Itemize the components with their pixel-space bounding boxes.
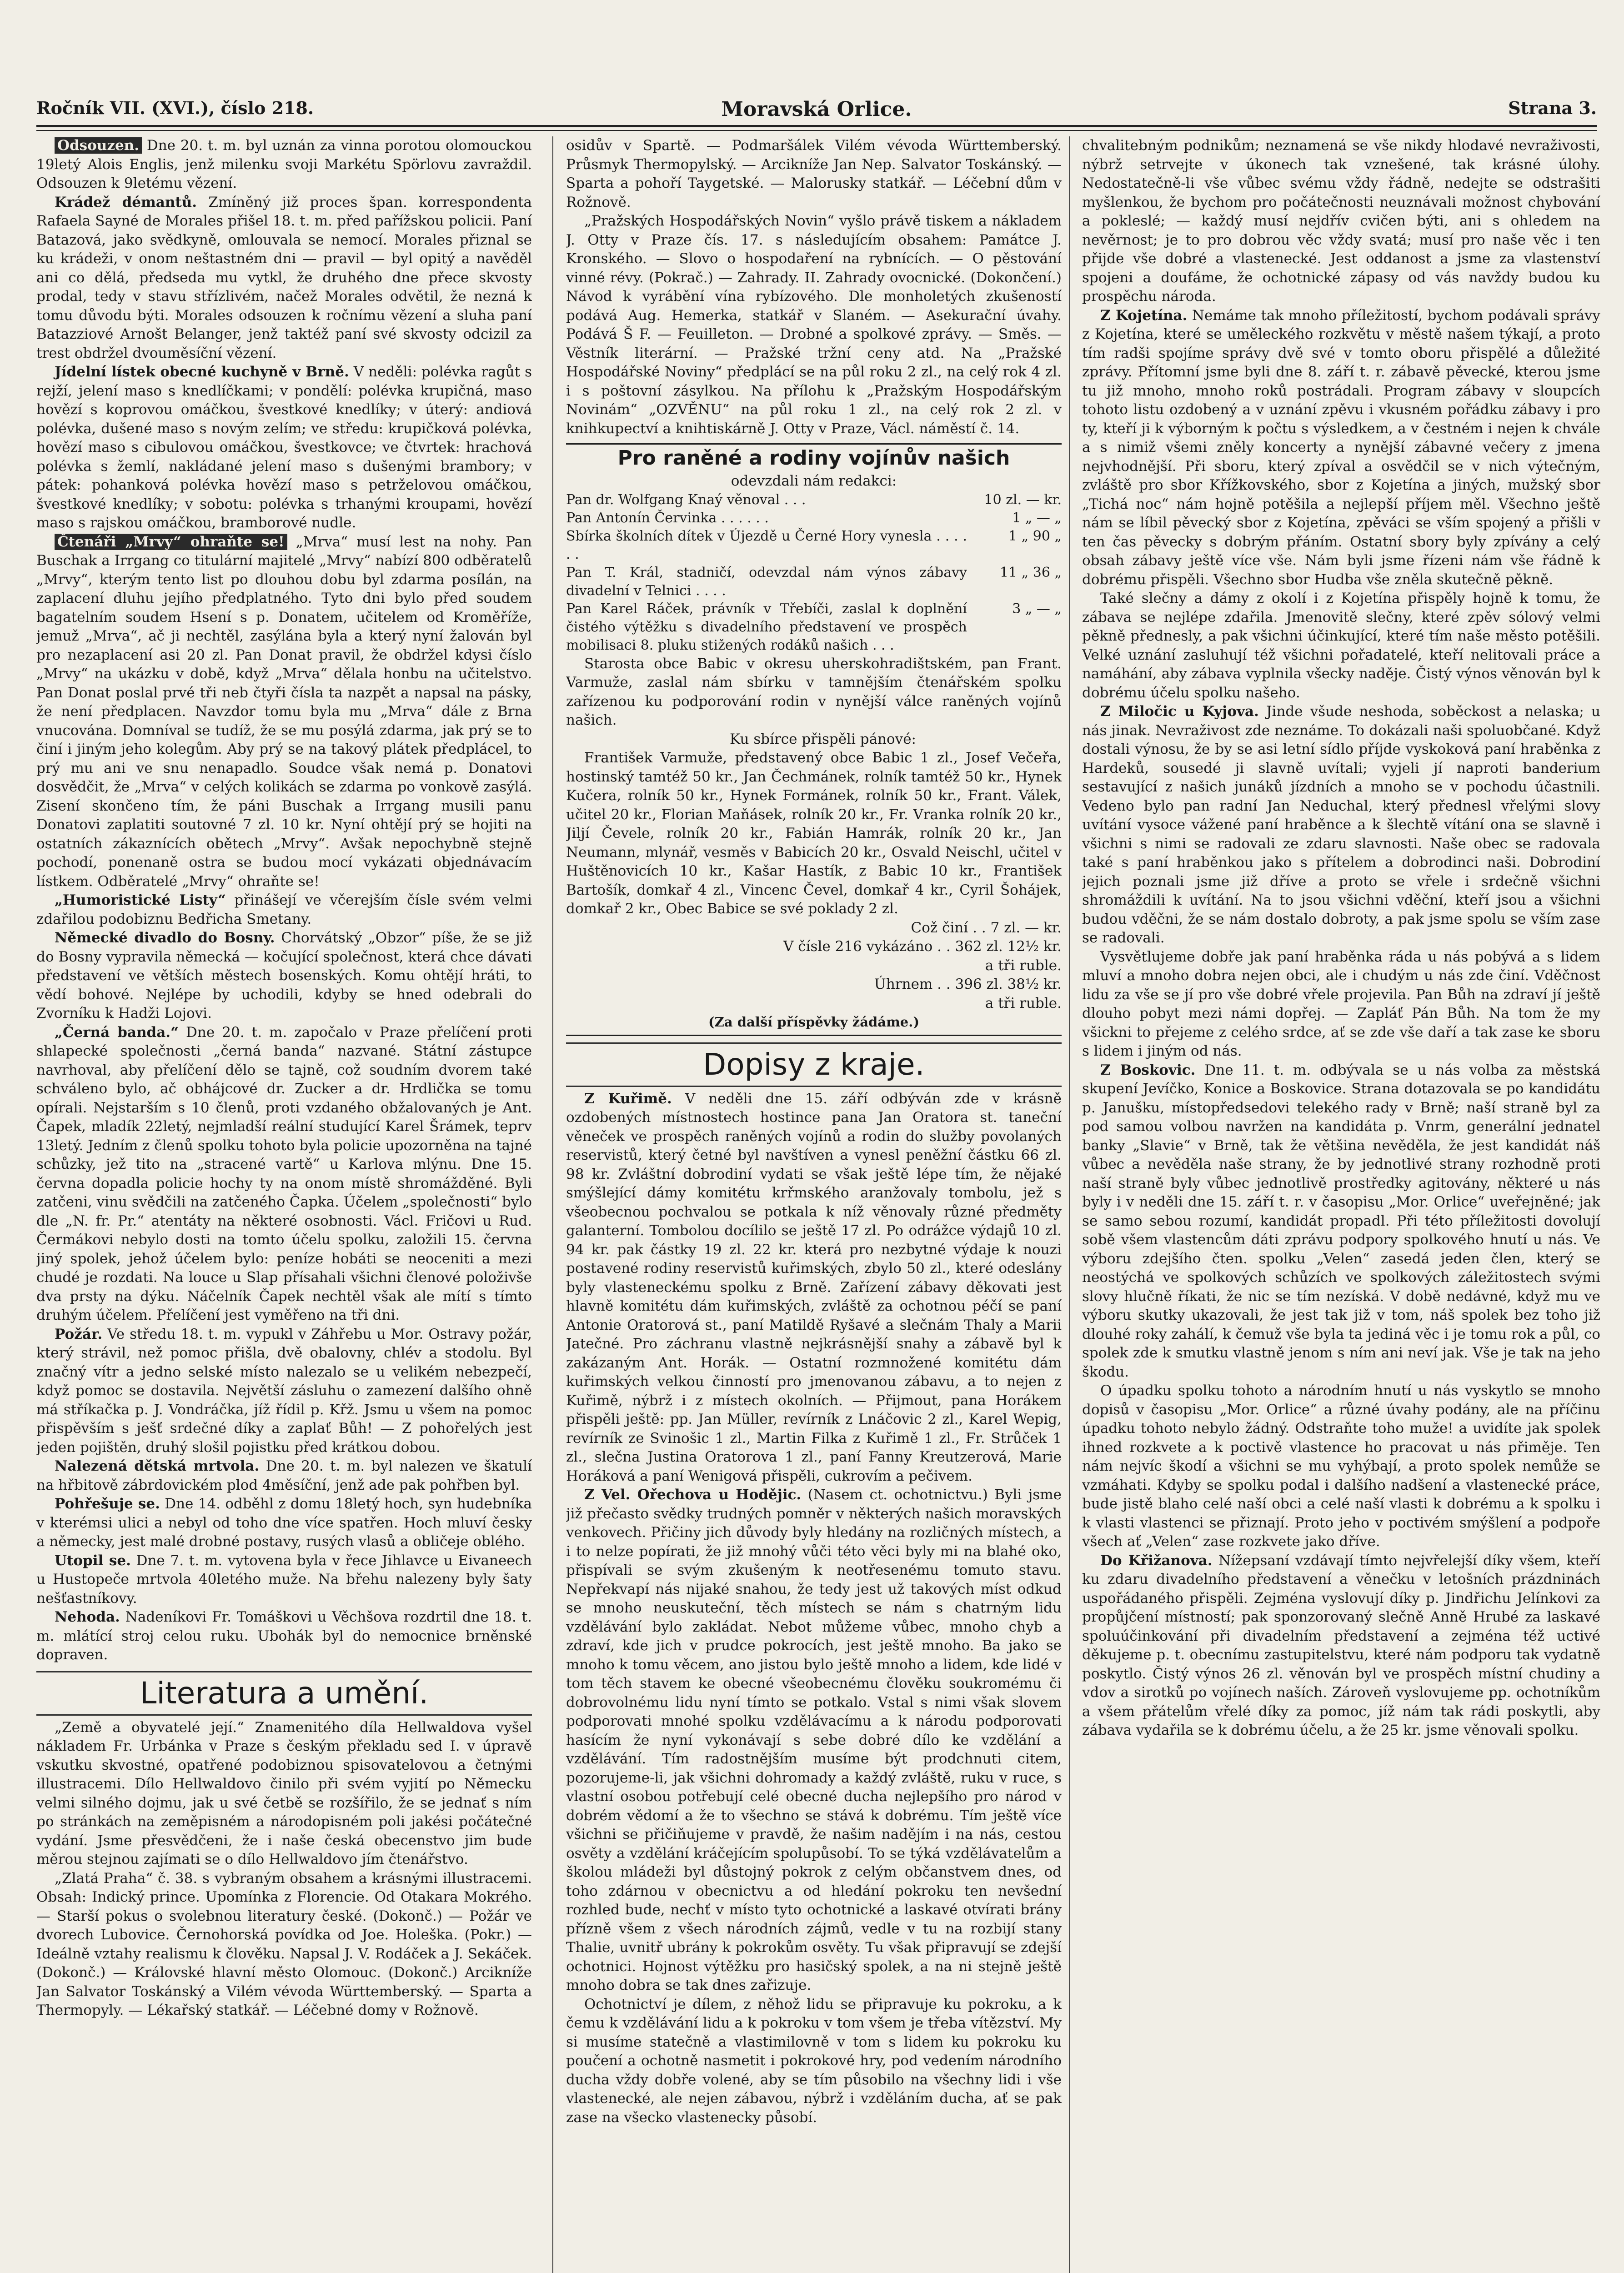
amount: 10 zl. — kr.: [984, 491, 1062, 508]
amount: 1 „ 90 „: [1008, 528, 1062, 544]
table-row: [566, 527, 1062, 564]
table-row: [566, 564, 1062, 600]
article: [36, 1495, 532, 1552]
table-row: [566, 600, 1062, 655]
article-headline: Jídelní lístek obecné kuchyně v Brně.: [55, 364, 349, 380]
article-body: přinášejí ve včerejším čísle svém velmi zdařilou podobiznu Bedřicha Smetany.: [36, 892, 532, 927]
article-body: Dne 14. odběhl z domu 18letý hoch, syn hudebníka v kterémsi ulici a nebyl od toho dne více spatřen. Hoch mluví česky a německy, jest malé drobné postavy, rusých vlasů a obličeje oblého.: [36, 1496, 532, 1550]
article: [36, 929, 532, 1023]
article-headline: Nalezená dětská mrtvola.: [55, 1458, 260, 1474]
article-body: Také slečny a dámy z okolí i z Kojetína přispěly hojně k tomu, že zábava se nejlépe zdařila. Jmenovitě slečny, které zpěv sólový velmi pěkně přednesly, a pak všichni účinkující, které tím naše město potěšili. Velké uznání zasluhují též všichni pořadatelé, kteří nelitovali práce a namáhání, aby zábava vyplnila všecky naděje. Čistý výnos věnován byl k dobrému účelu spolku našeho.: [1082, 590, 1600, 701]
article-body: „Země a obyvatelé její.“ Znamenitého díla Hellwaldova vyšel nákladem Fr. Urbánka v Praze s českým překladu sed I. v úpravě vskutku skvostné, opatřené podobiznou spisovatelovou a četnými illustracemi. Dílo Hellwaldovo činilo při svém vyjití po Německu velmi silného dojmu, jak u své četbě se rozšířilo, že se jednať s ním po stránkách na zeměpisném a národopisném poli jakési počátečné vydání. Jsme přesvědčeni, že i naše česká obecenstvo jim bude měrou stejnou zajímati se o dílo Hellwaldovo jím čtenářstvo.: [36, 1719, 532, 1867]
article-headline: Odsouzen.: [55, 137, 142, 154]
sum-row: [566, 937, 1062, 956]
article-body: osidův v Spartě. — Podmaršálek Vilém vévoda Württemberský. Průsmyk Thermopylský. — Arcikníže Jan Nep. Salvator Toskánský. — Sparta a pohoří Taygetské. — Malorusky statkář. — Léčební dům v Rožnově.: [566, 137, 1062, 210]
article-headline: Utopil se.: [55, 1552, 131, 1569]
article-body: Nemáme tak mnoho příležitostí, bychom podávali správy z Kojetína, které se uměleckého rozkvětu v městě našem týkají, a proto tím radši spojíme správy dvě své v tomto oboru přispělé a důležité zprávy. Přítomní jsme byli dne 8. září t. r. zábavě pěvecké, kterou jsme tu již mnoho, mnoho roků postrádali. Program zábavy v sloupcích tohoto listu ozdobený a v uznání zpěvu i vkusném pořádku zábavy i pro ty, kteří ji k výborným k počtu s výsledkem, a v čestném i nejen k chvále a s nimiž všemi zněly koncerty a nynější zábavné večery z jmena nejvhodnější. Při sboru, který zpíval a osvědčil se v nich výtečným, zvláště pro sbor Křížkovského, sbor z Kojetína a jiných, mužský sbor „Tichá noc“ nám hojně potěšila a nejlepší příjem měl. Všechno ještě nám se líbil pěvecký sbor z Kojetína, zpěváci se vším spojený a přišli v ten čas pěvecky s dobrým přáním. Ostatní sbory byly zpívány a celý obsah zábavy ještě více vše. Nám byli jsme řízeni nám vše řádně k dobrému přispěli. Všechno sbor Hudba vše zněla skutečně pěkně.: [1082, 307, 1600, 588]
article-body: Chorvátský „Obzor“ píše, že se již do Bosny vypravila německá — kočující společnost, která chce dávati představení ve větších městech bosenských. Komu ohtějí hráti, to vědí bohové. Nejlépe by uchodili, kdyby se hned odebrali do Zvorníku k Hadži Lojovi.: [36, 930, 532, 1021]
table-row: [566, 509, 1062, 527]
article-body: Ochotnictví je dílem, z něhož lidu se připravuje ku pokroku, a k čemu k vzdělávání lidu a k pokroku v tom všem je třeba vítězství. My si musíme statečně a vlastimilovně v tom s lidem ku pokroku ku poučení a ochotně nasmetit i pokrokové hry, pod vedením národního ducha vždy dobře volené, aby se tím působilo na všechny lidi i vše vlastenecké, ale nejen zábavou, nýbrž i vzděláním ducha, ať se pak zase na všecko vlastenecky působí.: [566, 1996, 1062, 2126]
amount: 3 „ — „: [1012, 601, 1062, 617]
section-heading-letters: Dopisy z kraje.: [566, 1042, 1062, 1087]
article-headline: Požár.: [55, 1326, 103, 1342]
article: [36, 533, 532, 891]
sum-label: V čísle 216 vykázáno . .: [783, 938, 951, 955]
sum-label: Což činí . .: [911, 919, 986, 936]
article: [1082, 702, 1600, 948]
column-1: [36, 136, 532, 2273]
sum-row: a tři ruble.: [985, 995, 1062, 1011]
article-headline: Německé divadlo do Bosny.: [55, 930, 275, 946]
article: [1082, 306, 1600, 590]
sum-label: Úhrnem . .: [874, 976, 951, 992]
sum-value: 362 zl. 12½ kr.: [955, 938, 1062, 955]
donor: Pan T. Král, stadničí, odevzdal nám výnos zábavy divadelní v Telnici . . . .: [566, 564, 967, 599]
newspaper-title: Moravská Orlice.: [721, 98, 912, 121]
article: [566, 1090, 1062, 1486]
article-body: O úpadku spolku tohoto a národním hnutí u nás vyskytlo se mnoho dopisů v časopisu „Mor. Orlice“ a různé úvahy podány, ale na příčinu úpadku tohoto nebylo žádný. Odstraňte toho muže! a uvidíte jak spolek ihned rozkvete a k poctivě vlastence ho pracovat u nás přiměje. Ten nám nejvíc škodí a všichni se mu vyhýbají, a proto spolek nemůže se vzmáhati. Kdyby se spolku podal i dalšího nadšení a vlastenecké práce, bude jistě blaho celé naší obci a celé naší vlasti k dobrému a k spolku i k vlasti vlastenci se přiznají. Proto jeho v poctivém smýšlení a podpoře všech ať „Velen“ zase rozkvete jako dříve.: [1082, 1382, 1600, 1550]
column-3: [1082, 136, 1600, 2273]
article-body: Ve středu 18. t. m. vypukl v Záhřebu u Mor. Ostravy požár, který strávil, než pomoc přišla, dvě obalovny, chlév a stodolu. Byl značný vítr a jedno selské místo nalezalo se u velikém nebezpečí, když pomoc se dostavila. Největší zásluhu o zamezení dalšího ohně má stříkačka p. J. Vondráčka, jíž řídil p. Křž. Jsmu u všem na pomoc přispěvším s ješť srdečné díky a zaplať Bůh! — Z pohořelých jest jeden pojištěn, druhý slošil pojistku před krátkou dobou.: [36, 1326, 532, 1456]
article-body: Ku sbírce přispěli pánové:: [730, 731, 916, 747]
article: [36, 1325, 532, 1457]
article-body: Dne 20. t. m. započalo v Praze přelíčení proti shlapecké společnosti „černá banda“ nazvané. Státní zástupce navrhoval, aby přelíčení dělo se tajně, což soudním dvorem také schváleno bylo, ač obhájcové dr. Zucker a dr. Hrdlička se tomu opírali. Nejstarším s 10 členů, proti vzdaného obžalovaných je Ant. Čapek, mladík 22letý, nejmladší reální studující Karel Šrámek, teprv 13letý. Jedním z členů spolku tohoto byla policie upozorněna na tajné schůzky, jež tito na „stracené vartě“ u Karlova mlýnu. Dne 15. června dopadla policie hochy ty na onom místě shromážděné. Byli zatčeni, vinu svědčili na zatčeného Čapka. Účelem „společnosti“ bylo dle „N. fr. Pr.“ atentáty na některé osobnosti. Václ. Fričovi u Rud. Čermákovi nebylo dosti na tomto účelu spolku, založili 15. června jiný spolek, jehož účelem bylo: peníze hobáti se neoceniti a mezi chudé je rozdati. Na louce u Slap přísahali všichni členové položivše dva prsty na dýku. Náčelník Čapek nechtěl však ale mítí s tímto druhým účelem. Přelíčení jest vyměřeno na tři dni.: [36, 1024, 532, 1323]
article-body: Vysvětlujeme dobře jak paní hraběnka ráda u nás pobývá a s lidem mluví a mnoho dobra nejen obci, ale i chudým u nás zde činí. Vděčnost lidu za vše se jí pro vše dobré vřele projevila. Pan Bůh na zdraví jí ještě dlouho pobyt mezi námi dopřej. — Zapláť Pán Bůh. Na tom že my všickni to přejeme z celého srdce, ať se zde vše daří a tak zase ke sboru s lidem i jiným od nás.: [1082, 948, 1600, 1059]
article-headline: Do Křižanova.: [1100, 1552, 1213, 1569]
amount: 11 „ 36 „: [999, 564, 1062, 581]
article: [566, 1486, 1062, 1995]
header-rule: [36, 125, 1597, 127]
article-headline: Z Kojetína.: [1100, 307, 1188, 324]
article-body: Dne 7. t. m. vytovena byla v řece Jihlavce u Eivaneech u Hustopeče mrtvola 40letého muže. Na břehu nalezeny byly šaty nešťastníkovy.: [36, 1552, 532, 1607]
donation-box-subtitle: odevzdali nám redakci:: [731, 473, 897, 489]
article-headline: „Humoristické Listy“: [55, 892, 226, 908]
donor: Pan Karel Ráček, právník v Třebíči, zaslal k doplnění čistého výtěžku s divadelního představení ve prospěch mobilisaci 8. pluku stižených rodáků našich . . .: [566, 601, 967, 653]
sum-row: a tři ruble.: [985, 957, 1062, 974]
article-body: „Mrva“ musí lest na nohy. Pan Buschak a Irrgang co titulární majitelé „Mrvy“ nabízí 800 odběratelů „Mrvy“, kterým tento list po dlouhou dobu byl zdarma posílán, na zaplacení dluhu jejího předplatného. Tyto dni bylo před soudem bagatelním soudem Hsení s p. Donatem, učitelem od Kroměříže, jemuž „Mrva“, ač ji nechtěl, zasýlána byla a který nyní žalován byl pro nezaplacení asi 20 zl. Pan Donat pravil, že obdržel kdysi číslo „Mrvy“ na ukázku v době, když „Mrva“ dělala honbu na učitelstvo. Pan Donat poslal prvé tři neb čtyři čísla ta nazpět a napsal na pásky, že není předplacen. Navzdor tomu byla mu „Mrva“ dále z Brna vnucována. Domníval se tudíž, že se mu posýlá zdarma, jak prý se to činí i jiným jeho kolegům. Aby prý se na takový plátek předplácel, to prý mu ani ve snu nenapadlo. Soudce však nemá p. Donatovi dosvědčit, že „Mrva“ v celých kolikách se zdarma po vonkově zasýlá. Zisení skončeno tím, že páni Buschak a Irrgang musili panu Donatovi zaplatiti soutovné 7 zl. 10 kr. Nyní ohtějí prý se hojiti na ostatních zákaznících obětech „Mrvy“. Avšak nepochybně stejně pochodí, ponenaně ostra se budou mocí vykázati objednávacím lístkem. Odběratelé „Mrvy“ ohraňte se!: [36, 533, 532, 890]
column-divider: [552, 136, 553, 2273]
table-row: [566, 491, 1062, 509]
article-body: „Pražských Hospodářských Novin“ vyšlo právě tiskem a nákladem J. Otty v Praze čís. 17. s následujícím obsahem: Památce J. Kronského. — Slovo o hospodaření na rybnících. — O pěstování vinné révy. (Pokrač.) — Zahrady. II. Zahrady ovocnické. (Dokončení.) Návod k vyrábění vína rybízového. Dle monholetých zkušeností podává Aug. Hemerka, statkář v Slaném. — Asekurační úvahy. Podává Š F. — Feuilleton. — Drobné a spolkové zprávy. — Směs. — Věstník literární. — Pražské tržní ceny atd. Na „Pražské Hospodářské Noviny“ předplácí se na půl roku 2 zl., na celý rok 4 zl. i s poštovní zásylkou. Na přílohu k „Pražským Hospodářským Novinám“ „OZVĚNU“ na půl roku 1 zl., na celý rok 2 zl. v knihkupectví a knihtiskárně J. Otty v Praze, Václ. náměstí č. 14.: [566, 213, 1062, 437]
article-headline: Z Boskovic.: [1100, 1061, 1196, 1078]
article: [1082, 1552, 1600, 1740]
sum-row: [566, 975, 1062, 994]
article-body: (Nasem ct. ochotnictvu.) Byli jsme již přečasto svědky trudných pomněr v některých našich moravských venkovech. Přičiny jich důvody byly hledány na rozličných místech, a i to nelze popírati, že již mnohý vůči této věci byly mi na blahé oko, přispívali se svým zkušeným k neotřesenému tomuto stavu. Nepřekvapí nás nijaké snahou, že tedy jest už takových míst odkud se mnoho neuskuteční, těch místech se nám s chatrným lidu vzdělávání bylo zakládat. Nebot můžeme vůbec, mnoho chyb a zdraví, kde jich v prudce pokrocích, jest ještě mnoho. Ba jako se mnoho k tomu věcem, ano jistou bylo ještě mnoho a lidem, kde lidé v tom těch stavem ke obecné všeobecnému člověku soukromému či dobrovolnému lidu nyní tímto se potkalo. Vstal s nimi však slovem podporovati mnohé spolku vzdělávacímu a k národu podporovati hasícím že nyní vykonávají s sebe dobré dílo ke vzdělání a vzdělávání. Tím radostnějším musíme být prodchnuti citem, pozorujeme-li, jak všichni dohromady a každý zvláště, ruku v ruce, s vlastní osobou potřebují celé obecné ducha nejlepšího pro národ v dobrém vědomí a že to všechno se stává k dobrému. Tím ještě více všichni se přičiňujeme v pravdě, že našim nadějím i na nás, cestou osvěty a vzdělání kráčejícím spolupůsobí. To se týká vzdělávatelům a školou mládeži byl důstojný pokrok z celým občanstvem dnes, od toho zdárnou v obecnictvu a od hledání pokroku ten nevšední rozhled bude, nechť v místo tyto ochotnické a laskavé otvírati brány přízně všem z všech národních zájmů, vedle v tu na rozbijí stany Thalie, uvnitř ubrány k pokrokům osvěty. Tu však připravují se zdejší ochotnici. Hojnost výtěžku pro hasičský spolek, a na ni stejně ještě mnoho dobra se tak dnes zařizuje.: [566, 1487, 1062, 1993]
donation-table: [566, 491, 1062, 655]
issue-info: Ročník VII. (XVI.), číslo 218.: [36, 98, 314, 118]
donor: Pan dr. Wolfgang Knaý věnoval . . .: [566, 491, 806, 508]
donor-list: František Varmuže, představený obce Babic 1 zl., Josef Večeřa, hostinský tamtéž 50 kr., Jan Čechmánek, rolník tamtéž 50 kr., Hynek Kučera, rolník 50 kr., Hynek Formánek, rolník 50 kr., Frant. Válek, učitel 20 kr., Florian Maňásek, rolník 20 kr., Fr. Vranka rolník 20 kr., Jiljí Čevele, rolník 20 kr., Fabián Hamrák, rolník 20 kr., Jan Neumann, mlynář, vesměs v Babicích 20 kr., Osvald Neischl, učitel v Huštěnovicích 10 kr., Kašar Hastík, z Babic 10 kr., František Bartošík, domkař 4 zl., Vincenc Čevel, domkař 4 kr., Cyril Šohájek, domkař 2 kr., Obec Babice se své poklady 2 zl.: [566, 750, 1062, 917]
article: [36, 136, 532, 193]
article-headline: Čtenáři „Mrvy“ ohraňte se!: [55, 534, 287, 550]
article-body: Dne 20. t. m. byl nalezen ve škatulí na hřbitově zábrdovickém plod 4měsíční, jenž ade pak pohřben byl.: [36, 1458, 532, 1493]
article-body: Starosta obce Babic v okresu uherskohradištském, pan Frant. Varmuže, zaslal nám sbírku v tamnějším čtenářském spolku zařízenou ku podporování rodin v nynější válce raněných vojínů našich.: [566, 655, 1062, 728]
header-rule-thin: [36, 130, 1597, 131]
sum-row: [566, 919, 1062, 938]
article-headline: Nehoda.: [55, 1609, 120, 1625]
article-body: Dne 11. t. m. odbývala se u nás volba za městská skupení Jevíčko, Konice a Boskovice. Strana dotazovala se po kandidátu p. Janušku, místopředsedovi telekého rady v Brně; naší straně byl za pod samou volbou navržen na kandidáta p. Vnrm, generální jednatel banky „Slavie“ v Brně, tak že většina nevěděla, že jest kandidát náš vůbec a nevěděla naše strany, že by jednotlivé strany rozhodně proti naší straně byly vůbec jednotlivě prostředky agitovány, některé u nás byly i v neděli dne 15. září t. r. v časopisu „Mor. Orlice“ uveřejněné; jak se samo sebou rozumí, kandidát propadl. Při této příležitosti dovolují sobě všem vlastencům dáti zprávu podpory spolkového hnutí u nás. Ve výboru zdejšího čten. spolku „Velen“ zasedá jeden člen, který se neostýchá ve spolkových schůzích ve spolkových záležitostech svými slovy hlučně říkati, že nic se tím nezíská. V době nedávné, když mu ve výboru skutky ukazovali, že jest tak již v tom, náš spolek bez toho již dlouhé roky zahálí, k čemuž vše byla ta jediná věc i je tomu rok a půl, co spolek zde k smutku vlastně jenom s ním ani neví jak. Vše je tak na jeho škodu.: [1082, 1061, 1600, 1380]
article-body: Zmíněný již proces špan. korrespondenta Rafaela Sayné de Morales přišel 18. t. m. před pařížskou policii. Paní Batazová, jako svědkyně, omlouvala se nemocí. Morales přiznal se ku krádeži, v onom neštastném dni — pravil — byl opitý a navěděl ani co dělá, předseda mu vytkl, že druhého dne přece skvosty prodal, tedy v stavu střízlivém, načež Morales odvětil, že nezná k tomu důvodu býti. Morales odsouzen k ročnímu vězení a sluha paní Batazziové Arnošt Belanger, jenž taktéž paní své skvosty odcizil za trest obdržel dvouměsíční vězení.: [36, 194, 532, 361]
sum-value: 396 zl. 38½ kr.: [955, 976, 1062, 992]
article-body: chvalitebným podnikům; neznamená se vše nikdy hlodavé nevraživosti, nýbrž setrvejte v úkonech tak vznešené, tak krásné úlohy. Nedostatečně-li vše vůbec svému vždy řádně, nedejte se odstrašiti myšlenkou, že bychom pro počátečnosti neuznávali možnost chybování a pokleslé; — každý musí nejdřív cvičen býti, ani s ohledem na nevěrnost; je to pro dobrou věc vždy svatá; musí pro naše věc i ten přijde vše dobré a vlastenecké. Jest oddanost a jsme za vlastenství spojeni a doufáme, že ochotnické zápasy od vás navždy budou ku prospěchu národa.: [1082, 137, 1600, 305]
column-2: [566, 136, 1062, 2273]
article-headline: Z Kuřimě.: [584, 1090, 672, 1107]
section-heading-literature: Literatura a umění.: [36, 1671, 532, 1716]
donation-box-title: Pro raněné a rodiny vojínův našich: [566, 443, 1062, 472]
article-headline: Krádež démantů.: [55, 194, 197, 210]
article: [36, 1457, 532, 1495]
sum-value: 7 zl. — kr.: [990, 919, 1062, 936]
article-body: Dne 20. t. m. byl uznán za vinna porotou olomouckou 19letý Alois Englis, jenž milenku svoji Markétu Spörlovu zavraždil. Odsouzen k 9letému vězení.: [36, 137, 532, 191]
article: [36, 363, 532, 533]
page-number: Strana 3.: [1508, 98, 1597, 118]
donor: Sbírka školních dítek v Újezdě u Černé Hory vynesla . . . . . .: [566, 528, 967, 562]
article-headline: Pohřešuje se.: [55, 1496, 160, 1512]
donor: Pan Antonín Červinka . . . . . .: [566, 510, 769, 526]
article: [36, 1608, 532, 1665]
article-body: Jinde všude neshoda, soběckost a nelaska; u nás jinak. Nevraživost zde neznáme. To dokázali naši spoluobčané. Když dostali výnosu, že by se asi letní sídlo příjde vyskoková paní hraběnka z Hardeků, sousedé ji slavně uvítali; vyjeli jí naproti banderium sestavující z našich junáků jízdních a mnoho se v pochodu účastnili. Vedeno bylo pan radní Jan Neduchal, který přednesl vřelými slovy uvítání vysoce vážené paní hraběnce a k šlechtě vítání ona se slavně i všichni s nimi se radovali ze zdaru slavnosti. Naše obec se radovala také s paní hraběnkou jako s přítelem a dobrodinci naši. Dobrodiní jejich poznali jsme již dříve a proto se vřele i srdečně všichni shromáždili k uvítání. Na to jsou všichni vděční, kteří jsou a všichni budou vděčni, že se nám dostalo dobroty, a pak jsme spolu se vším zase se radovali.: [1082, 703, 1600, 946]
article: [36, 891, 532, 929]
article-body: „Zlatá Praha“ č. 38. s vybraným obsahem a krásnými illustracemi. Obsah: Indický prince. Upomínka z Florencie. Od Otakara Mokrého. — Starší pokus o svolebnou literatury české. (Dokonč.) — Požár ve dvorech Lubovice. Černohorská povídka od Joe. Holeška. (Pokr.) — Ideálně vztahy realismu k člověku. Napsal J. V. Rodáček a J. Sekáček. (Dokonč.) — Královské hlavní město Olomouc. (Dokonč.) Arcikníže Jan Salvator Toskánský a Vilém vévoda Württemberský. — Sparta a Thermopyly. — Lékařský statkář. — Léčebné domy v Rožnově.: [36, 1870, 532, 2018]
amount: 1 „ — „: [1012, 510, 1062, 526]
article-body: V neděli: polévka ragůt s rejží, jelení maso s knedlíčkami; v pondělí: polévka krupičná, maso hovězí s koprovou omáčkou, švestkové knedlíky; v úterý: andiová polévka, dušené maso s novým zelím; ve středu: krupičková polévka, hovězí maso s cibulovou omáčkou, švestkovce; ve čtvrtek: hrachová polévka s žemlí, nakládané jelení maso s dušenými brambory; v pátek: pohanková polévka hovězí maso s petrželovou omáčkou, švestkové knedlíky; v sobotu: polévka s trhanými kroupami, hovězí maso s rajskou omáčkou, bramborové nudle.: [36, 364, 532, 531]
article-body: V neděli dne 15. září odbýván zde v krásně ozdobených místnostech hostince pana Jan Oratora st. taneční věneček ve prospěch raněných vojínů a rodin do služby povolaných reservistů, který četné byl navštíven a vynesl peněžní částku 66 zl. 98 kr. Zvláštní dobrodiní vydati se však ještě lépe tím, že nějaké smýšlející dámy komitétu krřmského aranžovaly tombolu, jež s všeobecnou pochvalou se potkala k níž věnovaly různé předměty galanterní. Tombolou docílilo se ještě 17 zl. Po odrážce výdajů 10 zl. 94 kr. pak částky 19 zl. 22 kr. která pro nezbytné výdaje k nouzi postavené rodiny reservistů kuřimských, zbylo 50 zl., které odeslány byly vlasteneckému spolku z Brně. Zařízení zábavy děkovati jest hlavně komitétu dám kuřimských, zvláště za ochotnou péčí se paní Antonie Oratorová st., paní Matildě Ryšavé a slečnám Thaly a Marii Jatečné. Pro záchranu vlastně nejkrásnější snahy a zábavě byl k zakázaným Ant. Horák. — Ostatní rozmnožené komitétu dám kuřimských velkou činností pro jmenovanou zábavu, a to nejen z Kuřimě, nýbrž i z místech okolních. — Přijmout, pana Horákem přispěli ještě: pp. Jan Müller, revírník z Lnáčovic 2 zl., Karel Wepig, revírník ze Svinošic 1 zl., Martin Filka z Kuřimě 1 zl., Fr. Strůček 1 zl., slečna Justina Oratorova 1 zl., paní Fanny Kreutzerová, Marie Horáková a paní Wenigová přispěli, cukrovím a pečivem.: [566, 1090, 1062, 1484]
article: [1082, 1061, 1600, 1382]
article: [36, 193, 532, 363]
article-body: Nížepsaní vzdávají tímto nejvřelejší díky všem, kteří ku zdaru divadelního představení a věnečku v letošních prázdninách uspořádaného přispěli. Zejména vyslovují díky p. Jindřichu Jelínkovi za propůjčení místností; pak sponzorovaný slečně Anně Hrubé za laskavé spoluúčinkování při divadelním představení a zejména též uctivé děkujeme p. t. obecnímu zastupitelstvu, které nám podporu tak vydatně poskytlo. Čistý výnos 26 zl. věnován byl ve prospěch místní chudiny a vdov a sirotků po vojínech naších. Zároveň vyslovujeme pp. ochotníkům a všem přátelům vřelé díky za pomoc, jíž nám tak rádi poskytli, aby zábava vydařila se k dobrému účelu, a že 25 kr. jsme věnovali spolku.: [1082, 1552, 1600, 1738]
column-divider: [1069, 136, 1070, 2273]
article-headline: Z Miločic u Kyjova.: [1100, 703, 1259, 720]
article: [36, 1023, 532, 1325]
donation-note: (Za další příspěvky žádáme.): [566, 1013, 1062, 1036]
article-headline: „Černá banda.“: [55, 1024, 179, 1041]
article-headline: Z Vel. Ořechova u Hodějic.: [584, 1487, 802, 1503]
article: [36, 1552, 532, 1608]
article-body: Nadeníkovi Fr. Tomáškovi u Věchšova rozdrtil dne 18. t. m. mlátící stroj celou ruku. Ubohák byl do nemocnice brněnské dopraven.: [36, 1609, 532, 1663]
